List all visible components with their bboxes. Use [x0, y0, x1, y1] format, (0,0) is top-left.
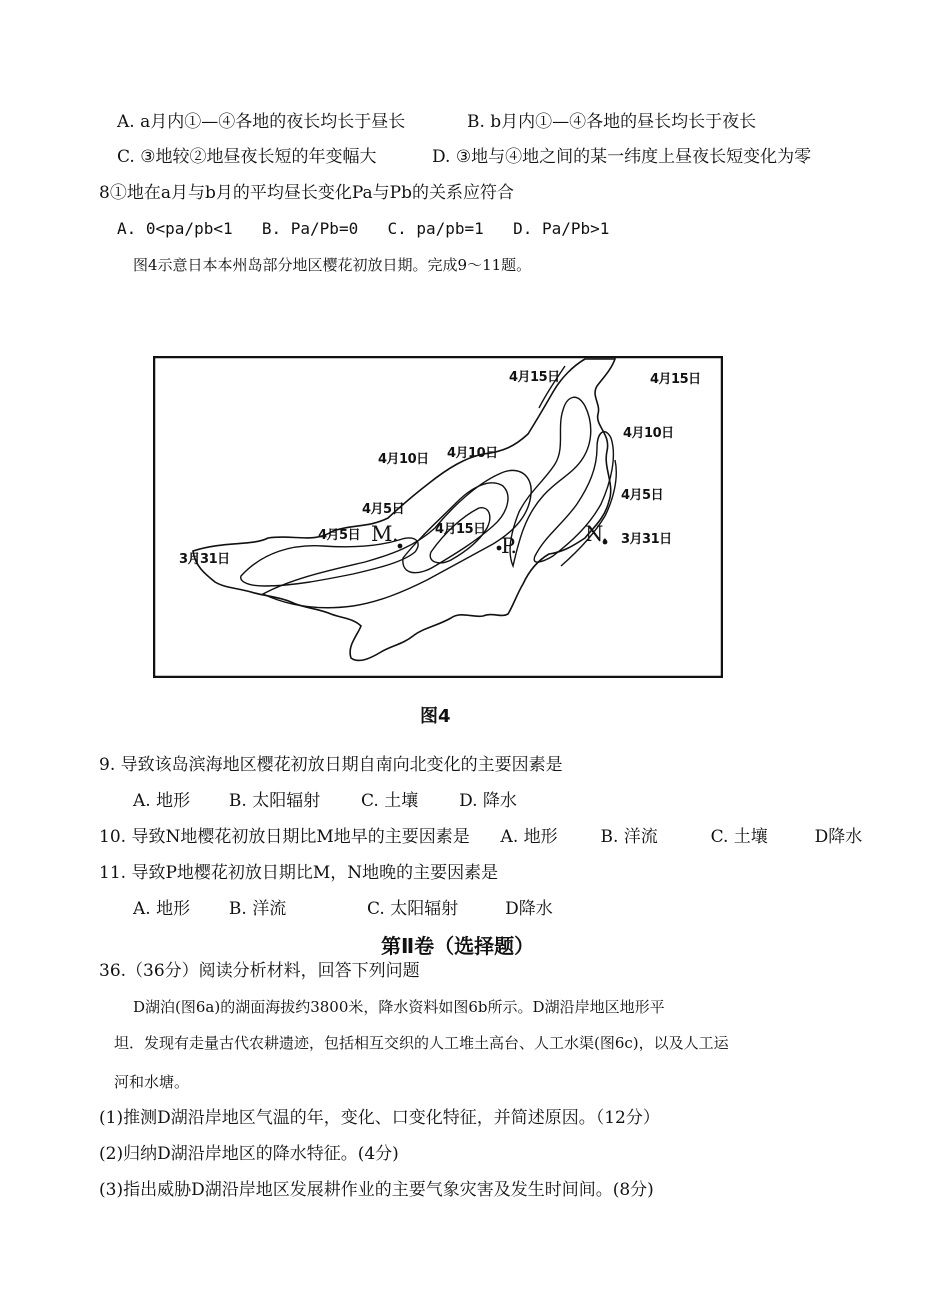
- figure-intro: 图4示意日本本州岛部分地区樱花初放日期。完成9～11题。: [133, 256, 532, 274]
- label-point-p: P.: [501, 534, 517, 558]
- figure-caption: 图4: [420, 706, 451, 727]
- q11-option-c: C. 太阳辐射: [367, 899, 459, 919]
- label-0331-west: 3月31日: [179, 552, 230, 567]
- q36-paragraph-3: 河和水塘。: [114, 1073, 190, 1091]
- q7-option-a: A. a月内①—④各地的夜长均长于昼长: [117, 112, 406, 132]
- q9-option-b: B. 太阳辐射: [228, 791, 321, 811]
- label-0410-east: 4月10日: [623, 426, 674, 441]
- q10-stem: 10. 导致N地樱花初放日期比M地早的主要因素是: [99, 827, 470, 847]
- q9-option-d: D. 降水: [459, 791, 517, 811]
- q9-stem: 9. 导致该岛滨海地区樱花初放日期自南向北变化的主要因素是: [99, 755, 563, 775]
- label-0410-mid-b: 4月10日: [447, 446, 498, 461]
- q36-paragraph-2: 坦．发现有走量古代农耕遗迹，包括相互交织的人工堆土高台、人工水渠(图6c)，以及人工运: [114, 1034, 729, 1052]
- q10-option-a: A. 地形: [500, 827, 558, 847]
- section-title: 第Ⅱ卷（选择题）: [381, 934, 535, 958]
- q7-option-c: C. ③地较②地昼夜长短的年变幅大: [117, 147, 377, 167]
- label-0410-mid-a: 4月10日: [378, 452, 429, 467]
- q36-sub-2: (2)归纳D湖沿岸地区的降水特征。(4分): [99, 1144, 399, 1164]
- q7-option-b: B. b月内①—④各地的昼长均长于夜长: [467, 112, 757, 132]
- q8-option-c: C. pa/pb=1: [387, 219, 484, 238]
- map-drawing: [153, 356, 723, 678]
- q8-stem: 8①地在a月与b月的平均昼长变化Pa与Pb的关系应符合: [99, 183, 514, 203]
- q36-sub-3: (3)指出威胁D湖沿岸地区发展耕作业的主要气象灾害及发生时间间。(8分): [99, 1180, 654, 1200]
- figure-4-map: [153, 356, 723, 678]
- q8-option-d: D. Pa/Pb>1: [513, 219, 610, 238]
- q11-options: [133, 897, 553, 921]
- q36-sub-1: (1)推测D湖沿岸地区气温的年，变化、口变化特征，并简述原因。（12分）: [99, 1108, 660, 1128]
- q9-option-a: A. 地形: [133, 791, 191, 811]
- label-point-m: M.: [371, 522, 399, 546]
- q10-row: [99, 825, 862, 849]
- label-0415-top-right: 4月15日: [650, 372, 701, 387]
- label-0415-top: 4月15日: [509, 370, 560, 385]
- q11-stem: 11. 导致P地樱花初放日期比M，N地晚的主要因素是: [99, 863, 499, 883]
- label-0405-east: 4月5日: [621, 488, 664, 503]
- q8-option-b: B. Pa/Pb=0: [261, 219, 359, 238]
- label-0405-west: 4月5日: [318, 528, 361, 543]
- map-frame: [154, 357, 722, 677]
- q36-stem: 36.（36分）阅读分析材料，回答下列问题: [99, 961, 420, 981]
- point-m-marker: [398, 544, 403, 549]
- q8-option-a: A. 0<pa/pb<1: [117, 219, 233, 238]
- q10-option-d: D降水: [814, 827, 863, 847]
- label-0415-center: 4月15日: [435, 522, 486, 537]
- q7-option-d: D. ③地与④地之间的某一纬度上昼夜长短变化为零: [432, 147, 812, 167]
- q11-option-b: B. 洋流: [228, 899, 287, 919]
- q11-option-a: A. 地形: [133, 899, 191, 919]
- q10-option-b: B. 洋流: [600, 827, 658, 847]
- label-0331-east: 3月31日: [621, 532, 672, 547]
- q8-options: [117, 217, 609, 241]
- label-0405-mid: 4月5日: [362, 502, 405, 517]
- q10-option-c: C. 土壤: [710, 827, 768, 847]
- q36-paragraph-1: D湖泊(图6a)的湖面海拔约3800米，降水资料如图6b所示。D湖沿岸地区地形平: [133, 998, 665, 1016]
- q9-options: [133, 789, 517, 813]
- q9-option-c: C. 土壤: [361, 791, 419, 811]
- label-point-n: N.: [585, 522, 608, 546]
- q11-option-d: D降水: [505, 899, 553, 919]
